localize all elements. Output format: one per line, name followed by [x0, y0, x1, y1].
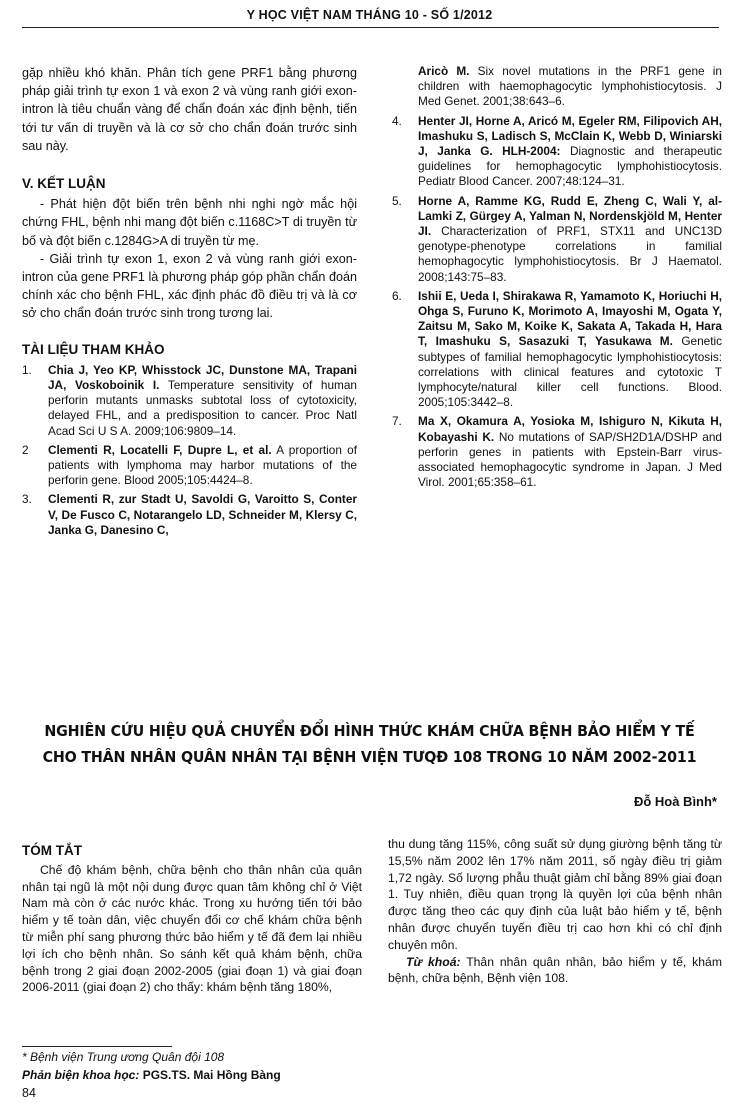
ref-number: 5.: [392, 193, 402, 208]
ref-authors: Horne A, Ramme KG, Rudd E, Zheng C, Wali Y, al-Lamki Z, Gürgey A, Yalman N, Nordenskjöld M, Henter JI.: [418, 193, 722, 239]
header-rule: [22, 27, 719, 28]
affiliation-footnote: * Bệnh viện Trung ương Quân đội 108: [22, 1050, 225, 1064]
reference-7: [392, 414, 722, 490]
ref-number: 1.: [22, 362, 32, 377]
conclusion-paragraph-2: - Giải trình tự exon 1, exon 2 và vùng ranh giới exon-intron của gene PRF1 là phương pháp góp phần chẩn đoán chính xác cho bệnh FHL, xác định phác đồ điều trị và là cơ sở cho chẩn đoán trước sinh trong tương lai.: [22, 251, 357, 321]
article-title-line-1: NGHIÊN CỨU HIỆU QUẢ CHUYỂN ĐỔI HÌNH THỨC KHÁM CHỮA BỆNH BẢO HIỂM Y TẾ: [44, 722, 695, 740]
ref-text: No mutations of SAP/SH2D1A/DSHP and perforin genes in patients with Epstein-Barr virus-associated hemophagocytic syndrome in Japan. J Med Virol. 2001;65:358–61.: [418, 429, 722, 490]
reference-5: [392, 194, 722, 285]
reference-1: [22, 363, 357, 439]
ref-number: 4.: [392, 113, 402, 128]
reference-3: [22, 492, 357, 538]
reviewer-label: Phản biện khoa học:: [22, 1068, 140, 1082]
ref-authors: Henter JI, Horne A, Aricó M, Egeler RM, Filipovich AH, Imashuku S, Ladisch S, McClain K, Webb D, Winiarski J, Janka G. HLH-2004:: [418, 113, 722, 159]
ref-authors: Clementi R, Locatelli F, Dupre L, et al.: [48, 442, 272, 457]
references-heading: TÀI LIỆU THAM KHẢO: [22, 341, 165, 357]
ref-text: Temperature sensitivity of human perforin mutants unmasks subtotal loss of cytotoxicity, delayed FHL, and a predisposition to cancer. Proc Natl Acad Sci U S A. 2009;106:9809–14.: [48, 378, 357, 438]
abstract-left: [22, 843, 362, 996]
ref-authors: Ma X, Okamura A, Yosioka M, Ishiguro N, Kikuta H, Kobayashi K.: [418, 414, 722, 444]
reference-4: [392, 114, 722, 190]
keywords-text: Thân nhân quân nhân, bảo hiểm y tế, khám bệnh, chữa bệnh, Bệnh viện 108.: [388, 954, 722, 986]
ref-number: 2: [22, 442, 29, 457]
ref-number: 3.: [22, 492, 32, 507]
running-header: Y HỌC VIỆT NAM THÁNG 10 - SỐ 1/2012: [246, 8, 493, 22]
abstract-text-right: thu dung tăng 115%, công suất sử dụng giường bệnh tăng từ 15,5% năm 2002 lên 17% năm 2011, số ngày điều trị giảm 1,72 ngày. Số lượng phẫu thuật giảm chỉ bằng 89% giai đoạn 1. Tuy nhiên, điều quan trọng là quyền lợi của bệnh nhân được tăng theo các quy định của luật bảo hiểm y tế, bệnh nhân được chuyển tuyến điều trị cao hơn khi có chỉ định chuyên môn.: [388, 837, 722, 952]
abstract-text-left: Chế độ khám bệnh, chữa bệnh cho thân nhân của quân nhân tại ngũ là một nội dung được quan tâm không chỉ ở Việt Nam mà còn ở các nước khác. Trong xu hướng tiến tới bảo hiểm y tế toàn dân, việc chuyển đổi cơ chế khám chữa bệnh từ miễn phí sang phương thức bảo hiểm y tế đã đem lại nhiều lợi ích cho bệnh nhân. So sánh kết quả khám bệnh, chữa bệnh trong 2 giai đoạn 2002-2005 (giai đoạn 1) và giai đoạn 2006-2011 (giai đoạn 2) cho thấy: khám bệnh tăng 180%,: [22, 862, 362, 995]
footnote-rule: [22, 1046, 172, 1047]
left-column: [22, 64, 357, 542]
reference-6: [392, 289, 722, 411]
reviewer-footnote: [22, 1068, 281, 1082]
keywords-label: Từ khoá:: [406, 954, 461, 969]
article-title-line-2: CHO THÂN NHÂN QUÂN NHÂN TẠI BỆNH VIỆN TƯQĐ 108 TRONG 10 NĂM 2002-2011: [42, 748, 697, 766]
ref-text: A proportion of patients with lymphoma may harbor mutations of the perforin gene. Blood 2005;105:4424–8.: [48, 442, 358, 488]
right-column: [392, 64, 722, 494]
ref-number: 7.: [392, 414, 402, 429]
ref-text: Genetic subtypes of familial hemophagocytic lymphohistiocytosis: correlations with clinical features and cytotoxic T lymphocyte/natural killer cell functions. Blood. 2005;105:3442–8.: [418, 334, 722, 410]
ref-text: Characterization of PRF1, STX11 and UNC13D genotype-phenotype correlations in familial hemophagocytic lymphohistiocytosis. Br J Haematol. 2008;143:75–83.: [418, 224, 722, 284]
conclusion-heading: V. KẾT LUẬN: [22, 176, 106, 192]
article-author: Đỗ Hoà Bình*: [633, 794, 717, 809]
reference-2: [22, 443, 357, 489]
ref-number: 6.: [392, 288, 402, 303]
reference-3-continued: [392, 64, 722, 110]
ref-text: Diagnostic and therapeutic guidelines for hemophagocytic lymphohistiocytosis. Pediatr Blood Cancer. 2007;48:124–31.: [418, 144, 723, 189]
ref-text: Six novel mutations in the PRF1 gene in children with haemophagocytic lymphohistiocytosis. J Med Genet. 2001;38:643–6.: [418, 64, 722, 109]
ref-authors: Clementi R, zur Stadt U, Savoldi G, Varoitto S, Conter V, De Fusco C, Notarangelo LD, Schneider M, Klersy C, Janka G, Danesino C,: [48, 492, 357, 537]
abstract-right: [388, 836, 722, 987]
ref-number: [392, 64, 418, 110]
ref-authors: Ishii E, Ueda I, Shirakawa R, Yamamoto K, Horiuchi H, Ohga S, Furuno K, Morimoto A, Imayoshi M, Ogata Y, Zaitsu M, Sako M, Koike K, Sakata A, Takada H, Hara T, Imashuku S, Sasazuki T, Yasukawa M.: [418, 288, 722, 349]
conclusion-paragraph-1: - Phát hiện đột biến trên bệnh nhi nghi ngờ mắc hội chứng FHL, bệnh nhi mang đột biến c.1168C>T di truyền từ bố và đột biến c.1284G>A di truyền từ mẹ.: [22, 197, 357, 248]
ref-authors: Aricò M.: [418, 64, 470, 78]
keywords: [388, 954, 722, 988]
page-number: 84: [22, 1086, 36, 1100]
ref-authors: Chia J, Yeo KP, Whisstock JC, Dunstone MA, Trapani JA, Voskoboinik I.: [48, 362, 357, 393]
intro-paragraph: gặp nhiều khó khăn. Phân tích gene PRF1 bằng phương pháp giải trình tự exon 1 và exon 2 và vùng ranh giới exon- intron là tiêu chuẩn vàng để chẩn đoán xác định bệnh, tiến tới tư vấn di truyền và là cơ sở cho chẩn đoán trước sinh sau này.: [22, 66, 357, 153]
reviewer-name: PGS.TS. Mai Hồng Bàng: [139, 1068, 281, 1082]
abstract-heading: TÓM TẮT: [22, 843, 82, 858]
article-title: [30, 718, 710, 770]
